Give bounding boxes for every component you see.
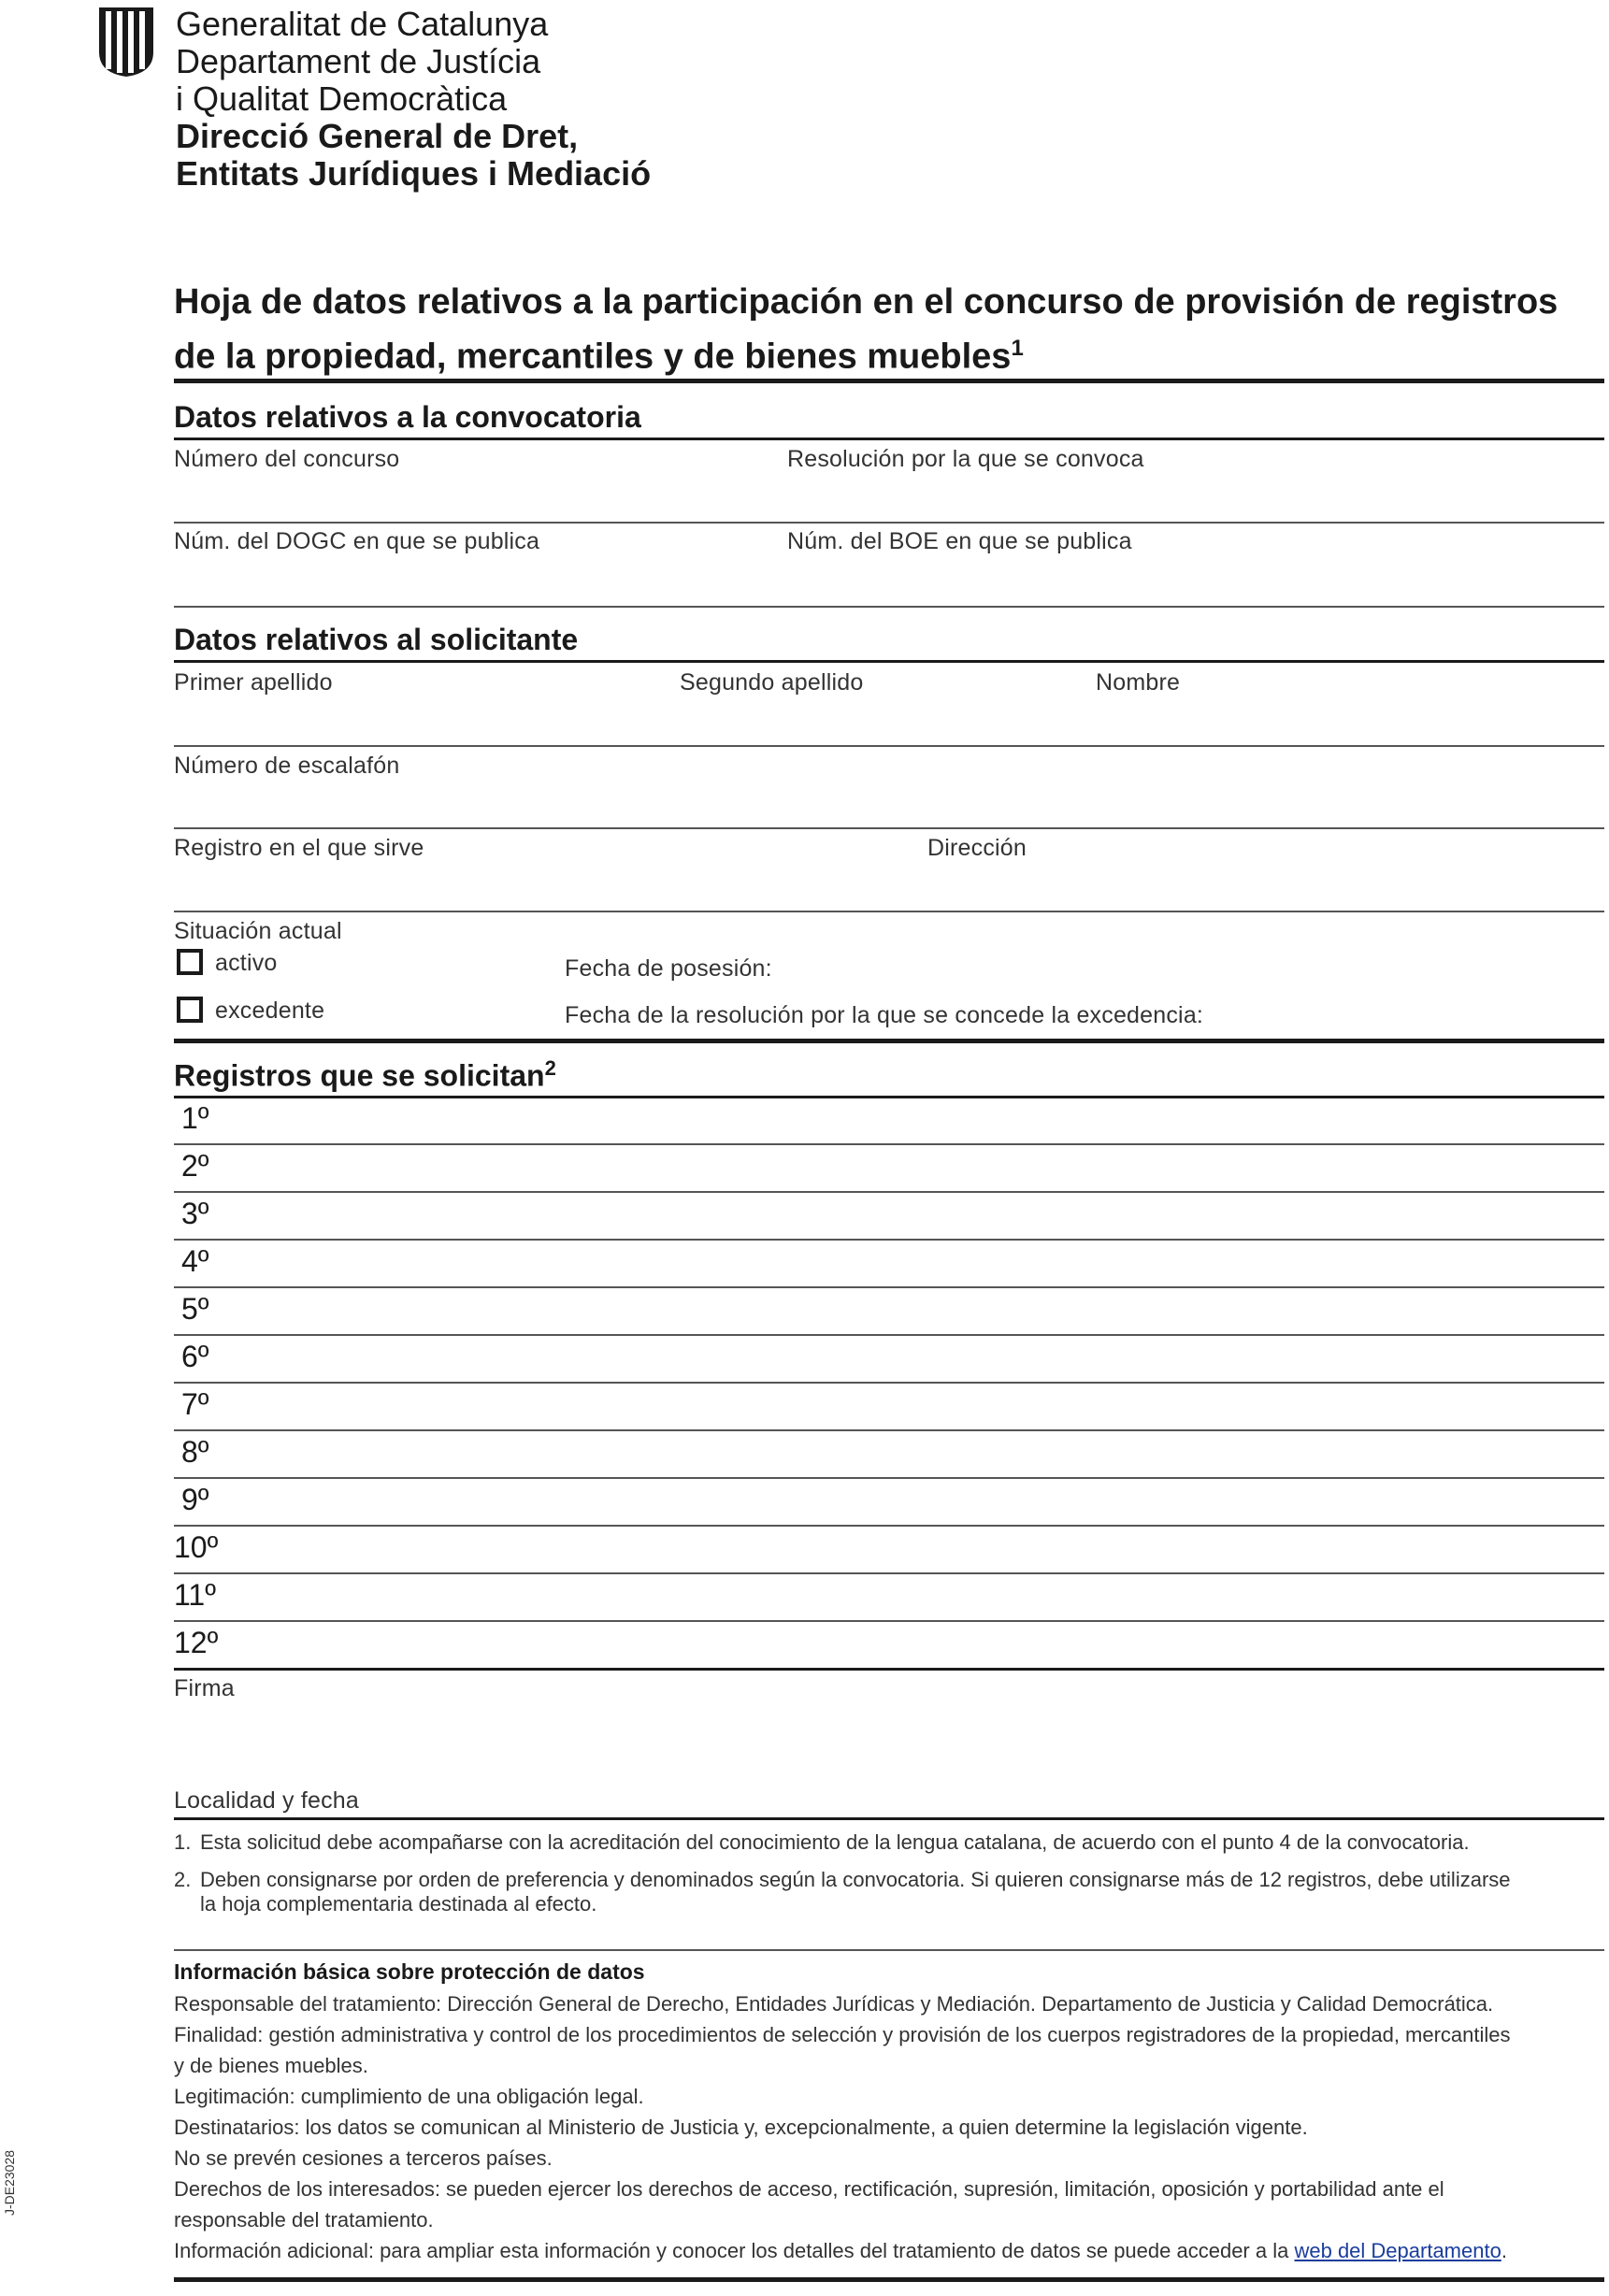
boe-label: Núm. del BOE en que se publica <box>787 528 1132 554</box>
footnote-1-text: Esta solicitud debe acompañarse con la acreditación del conocimiento de la lengua catalana, de acuerdo con el punto 4 de la convocatoria. <box>200 1830 1470 1854</box>
registros-top-line <box>174 1096 1604 1098</box>
footnote-2-text-cont: la hoja complementaria destinada al efecto. <box>200 1892 597 1916</box>
footnote-2-number: 2. <box>174 1868 192 1891</box>
footnote-2-text: Deben consignarse por orden de preferencia y denominados según la convocatoria. Si quieren consignarse más de 12 registros, debe utilizarse <box>200 1868 1511 1891</box>
form-code: J-DE23028 <box>2 2149 17 2216</box>
title-line-1: Hoja de datos relativos a la participación en el concurso de provisión de registros <box>174 282 1559 322</box>
bottom-divider <box>174 2277 1604 2282</box>
registro-4-line[interactable] <box>174 1286 1604 1288</box>
firma-label: Firma <box>174 1675 235 1701</box>
activo-checkbox[interactable] <box>177 949 203 975</box>
section-divider <box>174 1039 1604 1043</box>
registro-8-label: 8º <box>181 1435 209 1469</box>
primer-apellido-label: Primer apellido <box>174 669 333 696</box>
footnote-1-number: 1. <box>174 1830 192 1854</box>
registro-10-line[interactable] <box>174 1572 1604 1574</box>
dogc-label: Núm. del DOGC en que se publica <box>174 528 540 554</box>
footnote-2 <box>174 1868 1595 1916</box>
web-departamento-link[interactable]: web del Departamento <box>1294 2239 1501 2262</box>
fecha-posesion-label: Fecha de posesión: <box>565 955 772 982</box>
department-name-cont: i Qualitat Democràtica <box>176 79 508 118</box>
field-line <box>174 606 1604 608</box>
activo-label: activo <box>215 950 278 976</box>
field-line <box>174 522 1604 524</box>
data-protection-divider <box>174 1949 1604 1951</box>
registro-label: Registro en el que sirve <box>174 835 424 861</box>
registros-heading-text: Registros que se solicitan <box>174 1058 545 1093</box>
dp-cesiones: No se prevén cesiones a terceros países. <box>174 2146 553 2170</box>
excedente-checkbox[interactable] <box>177 997 203 1023</box>
registro-3-line[interactable] <box>174 1239 1604 1241</box>
registro-4-label: 4º <box>181 1244 209 1278</box>
registro-10-label: 10º <box>174 1530 219 1564</box>
dp-derechos: Derechos de los interesados: se pueden ejercer los derechos de acceso, rectificación, supresión, limitación, oposición y portabilidad ante el <box>174 2177 1444 2201</box>
dp-responsable: Responsable del tratamiento: Dirección General de Derecho, Entidades Jurídicas y Mediación. Departamento de Justicia y Calidad Democrática. <box>174 1992 1494 2016</box>
resolucion-label: Resolución por la que se convoca <box>787 446 1144 472</box>
situacion-label: Situación actual <box>174 918 342 944</box>
registro-12-line[interactable] <box>174 1668 1604 1671</box>
firma-divider <box>174 1817 1604 1820</box>
registro-3-label: 3º <box>181 1197 209 1230</box>
department-name: Departament de Justícia <box>176 42 541 80</box>
registro-5-line[interactable] <box>174 1334 1604 1336</box>
section-divider <box>174 660 1604 663</box>
section-divider <box>174 438 1604 440</box>
section-solicitante-heading: Datos relativos al solicitante <box>174 623 579 656</box>
registro-2-label: 2º <box>181 1149 209 1183</box>
org-name: Generalitat de Catalunya <box>176 5 549 43</box>
registro-1-label: 1º <box>181 1101 209 1135</box>
registro-9-line[interactable] <box>174 1525 1604 1527</box>
registro-7-line[interactable] <box>174 1429 1604 1431</box>
dp-adicional-text: Información adicional: para ampliar esta información y conocer los detalles del tratamiento de datos se puede acceder a la <box>174 2239 1289 2262</box>
data-protection-title: Información básica sobre protección de datos <box>174 1959 645 1984</box>
title-divider <box>174 379 1604 383</box>
dp-destinatarios: Destinatarios: los datos se comunican al Ministerio de Justicia y, excepcionalmente, a quien determine la legislación vigente. <box>174 2116 1308 2139</box>
field-line <box>174 827 1604 829</box>
escalafon-label: Número de escalafón <box>174 753 400 779</box>
registro-8-line[interactable] <box>174 1477 1604 1479</box>
section-registros-heading <box>174 1056 556 1094</box>
registro-11-label: 11º <box>174 1578 216 1612</box>
direction-name-cont: Entitats Jurídiques i Mediació <box>176 154 652 193</box>
dp-finalidad: Finalidad: gestión administrativa y control de los procedimientos de selección y provisión de los cuerpos registradores de la propiedad, mercantiles <box>174 2023 1511 2046</box>
field-line <box>174 911 1604 912</box>
dp-finalidad-cont: y de bienes muebles. <box>174 2054 368 2077</box>
excedente-label: excedente <box>215 997 325 1024</box>
registro-11-line[interactable] <box>174 1620 1604 1622</box>
registro-12-label: 12º <box>174 1626 219 1659</box>
footnote-1 <box>174 1830 1595 1855</box>
document-title <box>174 279 1595 380</box>
dp-adicional <box>174 2235 1595 2266</box>
title-line-2: de la propiedad, mercantiles y de bienes muebles <box>174 337 1012 377</box>
localidad-fecha-label: Localidad y fecha <box>174 1787 359 1814</box>
section-convocatoria-heading: Datos relativos a la convocatoria <box>174 400 641 434</box>
dp-derechos-cont: responsable del tratamiento. <box>174 2208 434 2231</box>
dp-legitimacion: Legitimación: cumplimiento de una obligación legal. <box>174 2085 644 2108</box>
registro-6-line[interactable] <box>174 1382 1604 1384</box>
fecha-resolucion-label: Fecha de la resolución por la que se concede la excedencia: <box>565 1002 1204 1028</box>
registro-2-line[interactable] <box>174 1191 1604 1193</box>
generalitat-logo <box>97 6 155 78</box>
nombre-label: Nombre <box>1096 669 1181 696</box>
segundo-apellido-label: Segundo apellido <box>680 669 864 696</box>
registro-9-label: 9º <box>181 1483 209 1516</box>
field-line <box>174 745 1604 747</box>
registros-footnote-ref: 2 <box>544 1056 556 1080</box>
registro-5-label: 5º <box>181 1292 209 1326</box>
direccion-label: Dirección <box>927 835 1027 861</box>
registro-7-label: 7º <box>181 1387 209 1421</box>
numero-concurso-label: Número del concurso <box>174 446 400 472</box>
registro-6-label: 6º <box>181 1340 209 1373</box>
direction-name: Direcció General de Dret, <box>176 117 579 155</box>
title-footnote-ref: 1 <box>1011 336 1024 361</box>
dp-adicional-end: . <box>1501 2239 1507 2262</box>
registro-1-line[interactable] <box>174 1143 1604 1145</box>
